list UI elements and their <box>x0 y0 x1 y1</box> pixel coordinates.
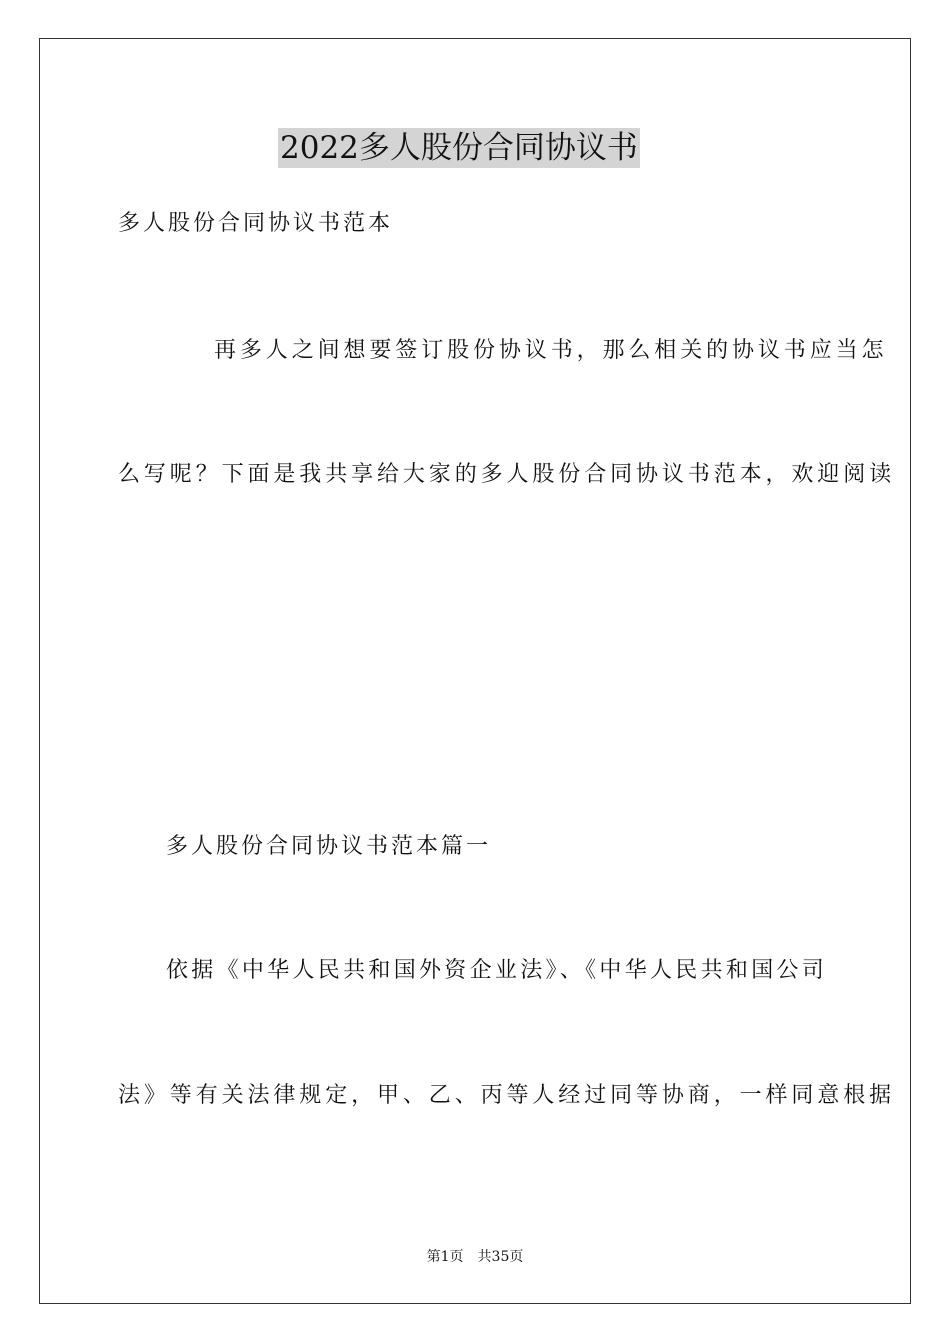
document-title: 2022多人股份合同协议书 <box>280 130 638 166</box>
document-subtitle: 多人股份合同协议书范本 <box>118 211 394 236</box>
intro-paragraph-line-1: 再多人之间想要签订股份协议书，那么相关的协议书应当怎 <box>214 338 888 363</box>
page-footer <box>0 1247 950 1267</box>
body-paragraph-line-2: 法》等有关法律规定，甲、乙、丙等人经过同等协商，一样同意根据 <box>118 1083 896 1108</box>
body-paragraph-line-1: 依据《中华人民共和国外资企业法》、《中华人民共和国公司 <box>166 958 828 983</box>
page-number: 第1页 <box>426 1249 464 1265</box>
page-total: 共35页 <box>477 1249 524 1265</box>
section-heading: 多人股份合同协议书范本篇一 <box>166 834 492 859</box>
intro-paragraph-line-2: 么写呢？下面是我共享给大家的多人股份合同协议书范本，欢迎阅读 <box>118 462 896 487</box>
